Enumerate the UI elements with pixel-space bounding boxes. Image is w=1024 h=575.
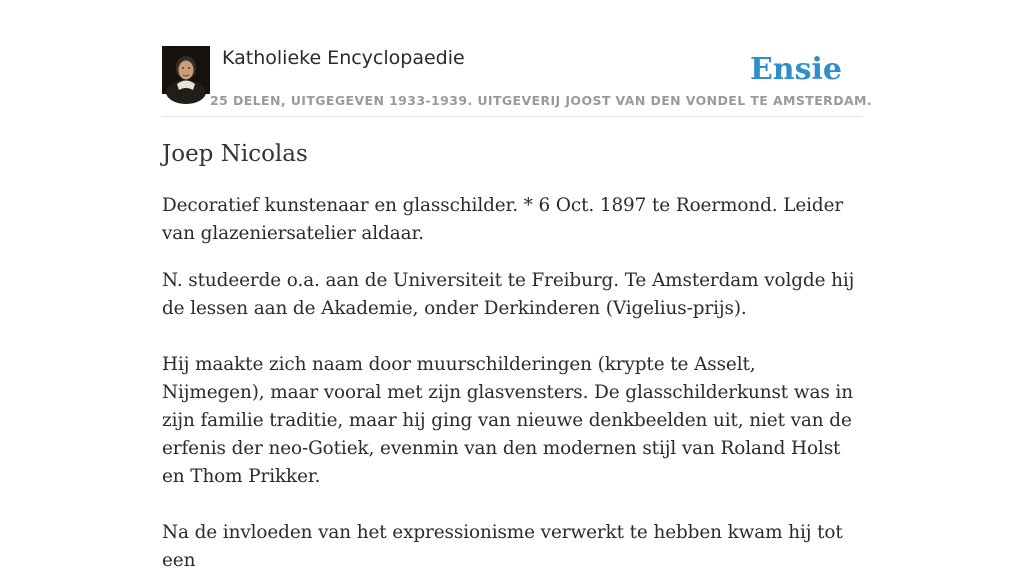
- article: [162, 138, 862, 575]
- site-subtitle: 25 DELEN, UITGEGEVEN 1933-1939. UITGEVERIJ JOOST VAN DEN VONDEL TE AMSTERDAM.: [210, 93, 873, 108]
- article-paragraph: Decoratief kunstenaar en glasschilder. * 6 Oct. 1897 te Roermond. Leider van glazeniersatelier aldaar.: [162, 195, 844, 244]
- site-header: [162, 46, 873, 117]
- article-paragraph: Na de invloeden van het expressionisme verwerkt te hebben kwam hij tot een: [162, 522, 843, 571]
- article-paragraph: Hij maakte zich naam door muurschilderingen (krypte te Asselt, Nijmegen), maar vooral met zijn glasvensters. De glasschilderkunst was in zijn familie traditie, maar hij ging van nieuwe denkbeelden uit, niet van de erfenis der neo-Gotiek, evenmin van den modernen stijl van Roland Holst en Thom Prikker.: [162, 354, 853, 487]
- article-title: Joep Nicolas: [162, 141, 308, 167]
- portrait-icon[interactable]: [162, 46, 210, 94]
- brand-logo-link[interactable]: Ensie: [749, 52, 842, 87]
- site-title[interactable]: Katholieke Encyclopaedie: [222, 47, 465, 69]
- article-paragraph: N. studeerde o.a. aan de Universiteit te Freiburg. Te Amsterdam volgde hij de lessen aan de Akademie, onder Derkinderen (Vigelius-prijs).: [162, 270, 855, 319]
